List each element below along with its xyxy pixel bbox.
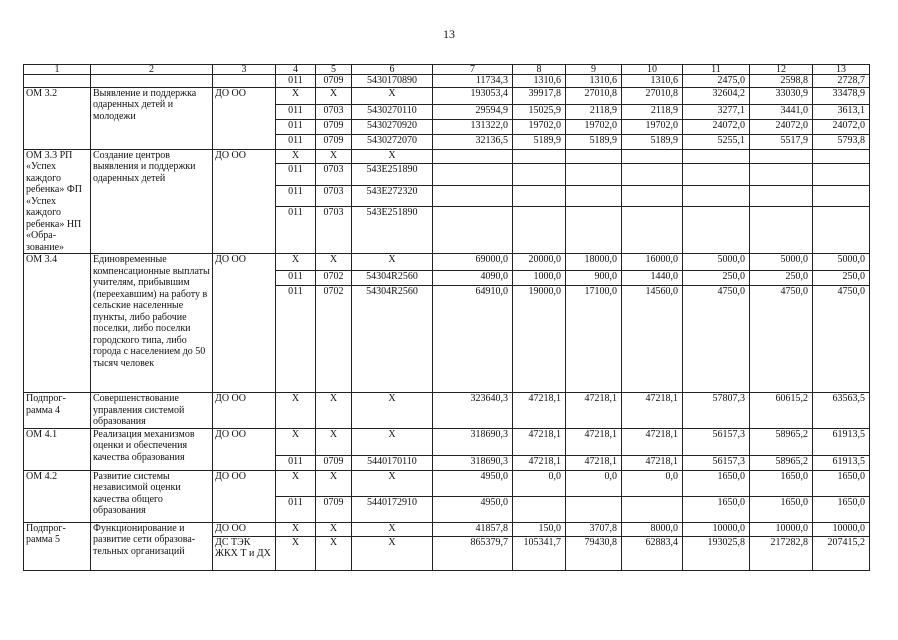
code-cell: Х <box>276 149 316 164</box>
value-cell: 207415,2 <box>813 536 870 570</box>
code-cell: 5430170890 <box>352 75 433 88</box>
value-cell: 2728,7 <box>813 75 870 88</box>
code-cell: Х <box>276 522 316 536</box>
value-cell <box>513 207 566 254</box>
code-cell: 0703 <box>316 185 352 207</box>
value-cell: 33030,9 <box>750 87 813 104</box>
value-cell: 5255,1 <box>683 134 750 149</box>
code-cell: Х <box>352 393 433 429</box>
value-cell: 193053,4 <box>433 87 513 104</box>
value-cell: 318690,3 <box>433 428 513 455</box>
code-cell: 54304R2560 <box>352 286 433 393</box>
value-cell: 32136,5 <box>433 134 513 149</box>
value-cell: 10000,0 <box>683 522 750 536</box>
value-cell: 1650,0 <box>813 496 870 522</box>
value-cell: 4090,0 <box>433 271 513 286</box>
code-cell: 011 <box>276 185 316 207</box>
table-row <box>24 522 870 536</box>
code-cell: 0702 <box>316 271 352 286</box>
value-cell: 18000,0 <box>566 254 622 271</box>
value-cell: 24072,0 <box>683 119 750 134</box>
measure-code-cell: Подпрог-рамма 4 <box>24 393 91 429</box>
value-cell: 4750,0 <box>750 286 813 393</box>
measure-code-cell: ОМ 4.1 <box>24 428 91 470</box>
code-cell: Х <box>276 254 316 271</box>
responsible-cell: ДО ОО <box>213 470 276 522</box>
measure-code-cell: ОМ 3.4 <box>24 254 91 393</box>
value-cell: 11734,3 <box>433 75 513 88</box>
measure-name-cell: Функционирование и развитие сети образова-тельных организаций <box>91 522 213 570</box>
value-cell: 1440,0 <box>622 271 683 286</box>
value-cell: 16000,0 <box>622 254 683 271</box>
measure-code-cell: ОМ 3.2 <box>24 87 91 149</box>
value-cell: 1650,0 <box>750 496 813 522</box>
value-cell <box>813 149 870 164</box>
value-cell: 2598,8 <box>750 75 813 88</box>
responsible-cell: ДО ОО <box>213 149 276 254</box>
code-cell: Х <box>352 254 433 271</box>
value-cell: 10000,0 <box>750 522 813 536</box>
code-cell: Х <box>352 149 433 164</box>
code-cell: 011 <box>276 455 316 470</box>
value-cell: 1000,0 <box>513 271 566 286</box>
measure-name-cell: Единовременные компенсационные выплаты учителям, прибывшим (переехавшим) на работу в сельские населенные пункты, либо рабочие поселки, либо поселки городского типа, либо города с населением до 50 тысяч человек <box>91 254 213 393</box>
code-cell: Х <box>316 393 352 429</box>
value-cell: 1310,6 <box>566 75 622 88</box>
measure-name-cell: Развитие системы независимой оценки качества общего образования <box>91 470 213 522</box>
value-cell <box>513 185 566 207</box>
value-cell <box>433 207 513 254</box>
code-cell: 011 <box>276 134 316 149</box>
value-cell: 58965,2 <box>750 428 813 455</box>
value-cell: 47218,1 <box>513 428 566 455</box>
code-cell: 0703 <box>316 104 352 119</box>
column-number: 13 <box>813 65 870 75</box>
value-cell: 47218,1 <box>622 428 683 455</box>
value-cell: 32604,2 <box>683 87 750 104</box>
value-cell: 3707,8 <box>566 522 622 536</box>
value-cell: 62883,4 <box>622 536 683 570</box>
value-cell <box>622 207 683 254</box>
table-row <box>24 470 870 496</box>
value-cell: 19702,0 <box>513 119 566 134</box>
value-cell: 5189,9 <box>513 134 566 149</box>
value-cell: 61913,5 <box>813 455 870 470</box>
value-cell <box>622 164 683 186</box>
responsible-cell: ДС ТЭК ЖКХ Т и ДХ <box>213 536 276 570</box>
value-cell: 47218,1 <box>566 428 622 455</box>
responsible-cell: ДО ОО <box>213 254 276 393</box>
value-cell: 1650,0 <box>750 470 813 496</box>
measure-code-cell <box>24 75 91 88</box>
measure-name-cell: Совершенствование управления системой образования <box>91 393 213 429</box>
value-cell: 318690,3 <box>433 455 513 470</box>
column-number: 1 <box>24 65 91 75</box>
code-cell: 5440170110 <box>352 455 433 470</box>
code-cell: 5430270920 <box>352 119 433 134</box>
column-number: 8 <box>513 65 566 75</box>
value-cell: 2475,0 <box>683 75 750 88</box>
code-cell: Х <box>276 470 316 496</box>
value-cell: 58965,2 <box>750 455 813 470</box>
value-cell: 105341,7 <box>513 536 566 570</box>
value-cell: 60615,2 <box>750 393 813 429</box>
code-cell: 0709 <box>316 134 352 149</box>
value-cell: 15025,9 <box>513 104 566 119</box>
value-cell <box>813 207 870 254</box>
code-cell: 011 <box>276 119 316 134</box>
value-cell <box>513 149 566 164</box>
code-cell: 0709 <box>316 75 352 88</box>
value-cell: Х <box>352 536 433 570</box>
column-number: 4 <box>276 65 316 75</box>
code-cell: 0703 <box>316 164 352 186</box>
code-cell: 0709 <box>316 496 352 522</box>
code-cell: Х <box>316 87 352 104</box>
value-cell: 5189,9 <box>566 134 622 149</box>
value-cell: 79430,8 <box>566 536 622 570</box>
value-cell: 0,0 <box>513 470 566 496</box>
value-cell <box>433 185 513 207</box>
value-cell: 17100,0 <box>566 286 622 393</box>
code-cell: 543Е272320 <box>352 185 433 207</box>
code-cell: 011 <box>276 271 316 286</box>
code-cell: Х <box>352 87 433 104</box>
column-number: 3 <box>213 65 276 75</box>
value-cell: 14560,0 <box>622 286 683 393</box>
value-cell: 5517,9 <box>750 134 813 149</box>
value-cell: 47218,1 <box>513 393 566 429</box>
code-cell: 011 <box>276 164 316 186</box>
code-cell: 011 <box>276 104 316 119</box>
value-cell: 865379,7 <box>433 536 513 570</box>
code-cell: 011 <box>276 496 316 522</box>
table-row <box>24 75 870 88</box>
value-cell: 5000,0 <box>683 254 750 271</box>
value-cell: 41857,8 <box>433 522 513 536</box>
value-cell: 10000,0 <box>813 522 870 536</box>
measure-name-cell <box>91 75 213 88</box>
code-cell: Х <box>352 522 433 536</box>
code-cell: Х <box>276 87 316 104</box>
value-cell: 24072,0 <box>813 119 870 134</box>
value-cell: 8000,0 <box>622 522 683 536</box>
measure-name-cell: Создание центров выявления и поддержки одаренных детей <box>91 149 213 254</box>
value-cell <box>433 149 513 164</box>
measure-code-cell: ОМ 3.3 РП «Успех каждого ребенка» ФП «Успех каждого ребенка» НП «Обра-зование» <box>24 149 91 254</box>
value-cell: 1650,0 <box>813 470 870 496</box>
value-cell: 69000,0 <box>433 254 513 271</box>
value-cell: 2118,9 <box>622 104 683 119</box>
value-cell: 56157,3 <box>683 428 750 455</box>
code-cell: Х <box>316 254 352 271</box>
value-cell: 39917,8 <box>513 87 566 104</box>
value-cell: 250,0 <box>813 271 870 286</box>
code-cell: 0702 <box>316 286 352 393</box>
value-cell <box>433 164 513 186</box>
value-cell: 57807,3 <box>683 393 750 429</box>
value-cell: 3441,0 <box>750 104 813 119</box>
value-cell: 19702,0 <box>622 119 683 134</box>
column-number: 6 <box>352 65 433 75</box>
value-cell: 19702,0 <box>566 119 622 134</box>
value-cell: 0,0 <box>566 470 622 496</box>
value-cell: 250,0 <box>750 271 813 286</box>
value-cell: 150,0 <box>513 522 566 536</box>
value-cell: 193025,8 <box>683 536 750 570</box>
measure-code-cell: Подпрог-рамма 5 <box>24 522 91 570</box>
value-cell <box>750 207 813 254</box>
value-cell: 47218,1 <box>566 455 622 470</box>
column-number: 10 <box>622 65 683 75</box>
column-number: 11 <box>683 65 750 75</box>
code-cell: 5440172910 <box>352 496 433 522</box>
table-row <box>24 254 870 271</box>
value-cell: 900,0 <box>566 271 622 286</box>
code-cell: 0703 <box>316 207 352 254</box>
value-cell: 4950,0 <box>433 470 513 496</box>
code-cell: Х <box>316 522 352 536</box>
value-cell: 5189,9 <box>622 134 683 149</box>
code-cell: 011 <box>276 75 316 88</box>
value-cell: 2118,9 <box>566 104 622 119</box>
measure-name-cell: Реализация механизмов оценки и обеспечения качества образования <box>91 428 213 470</box>
value-cell <box>513 164 566 186</box>
value-cell: 1650,0 <box>683 470 750 496</box>
table-row <box>24 87 870 104</box>
value-cell: 323640,3 <box>433 393 513 429</box>
code-cell: 0709 <box>316 455 352 470</box>
value-cell: 5000,0 <box>750 254 813 271</box>
header-row <box>24 65 870 75</box>
value-cell <box>566 207 622 254</box>
value-cell <box>683 164 750 186</box>
code-cell: 543Е251890 <box>352 207 433 254</box>
value-cell: 4750,0 <box>683 286 750 393</box>
value-cell <box>513 496 566 522</box>
measure-code-cell: ОМ 4.2 <box>24 470 91 522</box>
code-cell: Х <box>316 428 352 455</box>
responsible-cell: ДО ОО <box>213 393 276 429</box>
value-cell: 24072,0 <box>750 119 813 134</box>
value-cell <box>566 185 622 207</box>
value-cell <box>566 496 622 522</box>
value-cell <box>683 149 750 164</box>
code-cell: 011 <box>276 207 316 254</box>
column-number: 12 <box>750 65 813 75</box>
value-cell: 217282,8 <box>750 536 813 570</box>
value-cell <box>683 207 750 254</box>
value-cell: 33478,9 <box>813 87 870 104</box>
code-cell: Х <box>316 149 352 164</box>
code-cell: 5430272070 <box>352 134 433 149</box>
column-number: 7 <box>433 65 513 75</box>
value-cell: 19000,0 <box>513 286 566 393</box>
column-number: 2 <box>91 65 213 75</box>
code-cell: 5430270110 <box>352 104 433 119</box>
value-cell: 47218,1 <box>622 455 683 470</box>
responsible-cell: ДО ОО <box>213 428 276 470</box>
value-cell: 3277,1 <box>683 104 750 119</box>
value-cell: 0,0 <box>622 470 683 496</box>
value-cell: 27010,8 <box>566 87 622 104</box>
value-cell: 47218,1 <box>513 455 566 470</box>
value-cell <box>750 185 813 207</box>
value-cell <box>622 496 683 522</box>
value-cell: 4950,0 <box>433 496 513 522</box>
value-cell: 5000,0 <box>813 254 870 271</box>
value-cell: 131322,0 <box>433 119 513 134</box>
page-number: 13 <box>443 27 455 41</box>
value-cell <box>750 149 813 164</box>
code-cell: 543Е251890 <box>352 164 433 186</box>
value-cell <box>566 149 622 164</box>
value-cell <box>683 185 750 207</box>
value-cell: 3613,1 <box>813 104 870 119</box>
value-cell: 1650,0 <box>683 496 750 522</box>
value-cell: 1310,6 <box>513 75 566 88</box>
budget-table <box>23 64 870 571</box>
value-cell: 4750,0 <box>813 286 870 393</box>
value-cell: Х <box>276 536 316 570</box>
code-cell: Х <box>352 470 433 496</box>
value-cell: 47218,1 <box>566 393 622 429</box>
value-cell <box>622 149 683 164</box>
value-cell: 64910,0 <box>433 286 513 393</box>
measure-name-cell: Выявление и поддержка одаренных детей и молодежи <box>91 87 213 149</box>
value-cell: 56157,3 <box>683 455 750 470</box>
code-cell: 54304R2560 <box>352 271 433 286</box>
code-cell: Х <box>316 470 352 496</box>
value-cell: 47218,1 <box>622 393 683 429</box>
table-row <box>24 428 870 455</box>
responsible-cell: ДО ОО <box>213 87 276 149</box>
value-cell <box>750 164 813 186</box>
value-cell: 29594,9 <box>433 104 513 119</box>
code-cell: 011 <box>276 286 316 393</box>
column-number: 5 <box>316 65 352 75</box>
value-cell: 63563,5 <box>813 393 870 429</box>
value-cell: 5793,8 <box>813 134 870 149</box>
value-cell: 250,0 <box>683 271 750 286</box>
responsible-cell: ДО ОО <box>213 522 276 536</box>
code-cell: Х <box>276 393 316 429</box>
table-row <box>24 393 870 429</box>
code-cell: Х <box>276 428 316 455</box>
value-cell <box>566 164 622 186</box>
code-cell: 0709 <box>316 119 352 134</box>
table-row <box>24 149 870 164</box>
value-cell <box>622 185 683 207</box>
value-cell <box>813 185 870 207</box>
value-cell: 61913,5 <box>813 428 870 455</box>
code-cell: Х <box>352 428 433 455</box>
value-cell: 27010,8 <box>622 87 683 104</box>
column-number: 9 <box>566 65 622 75</box>
responsible-cell <box>213 75 276 88</box>
value-cell: Х <box>316 536 352 570</box>
value-cell: 1310,6 <box>622 75 683 88</box>
value-cell: 20000,0 <box>513 254 566 271</box>
value-cell <box>813 164 870 186</box>
